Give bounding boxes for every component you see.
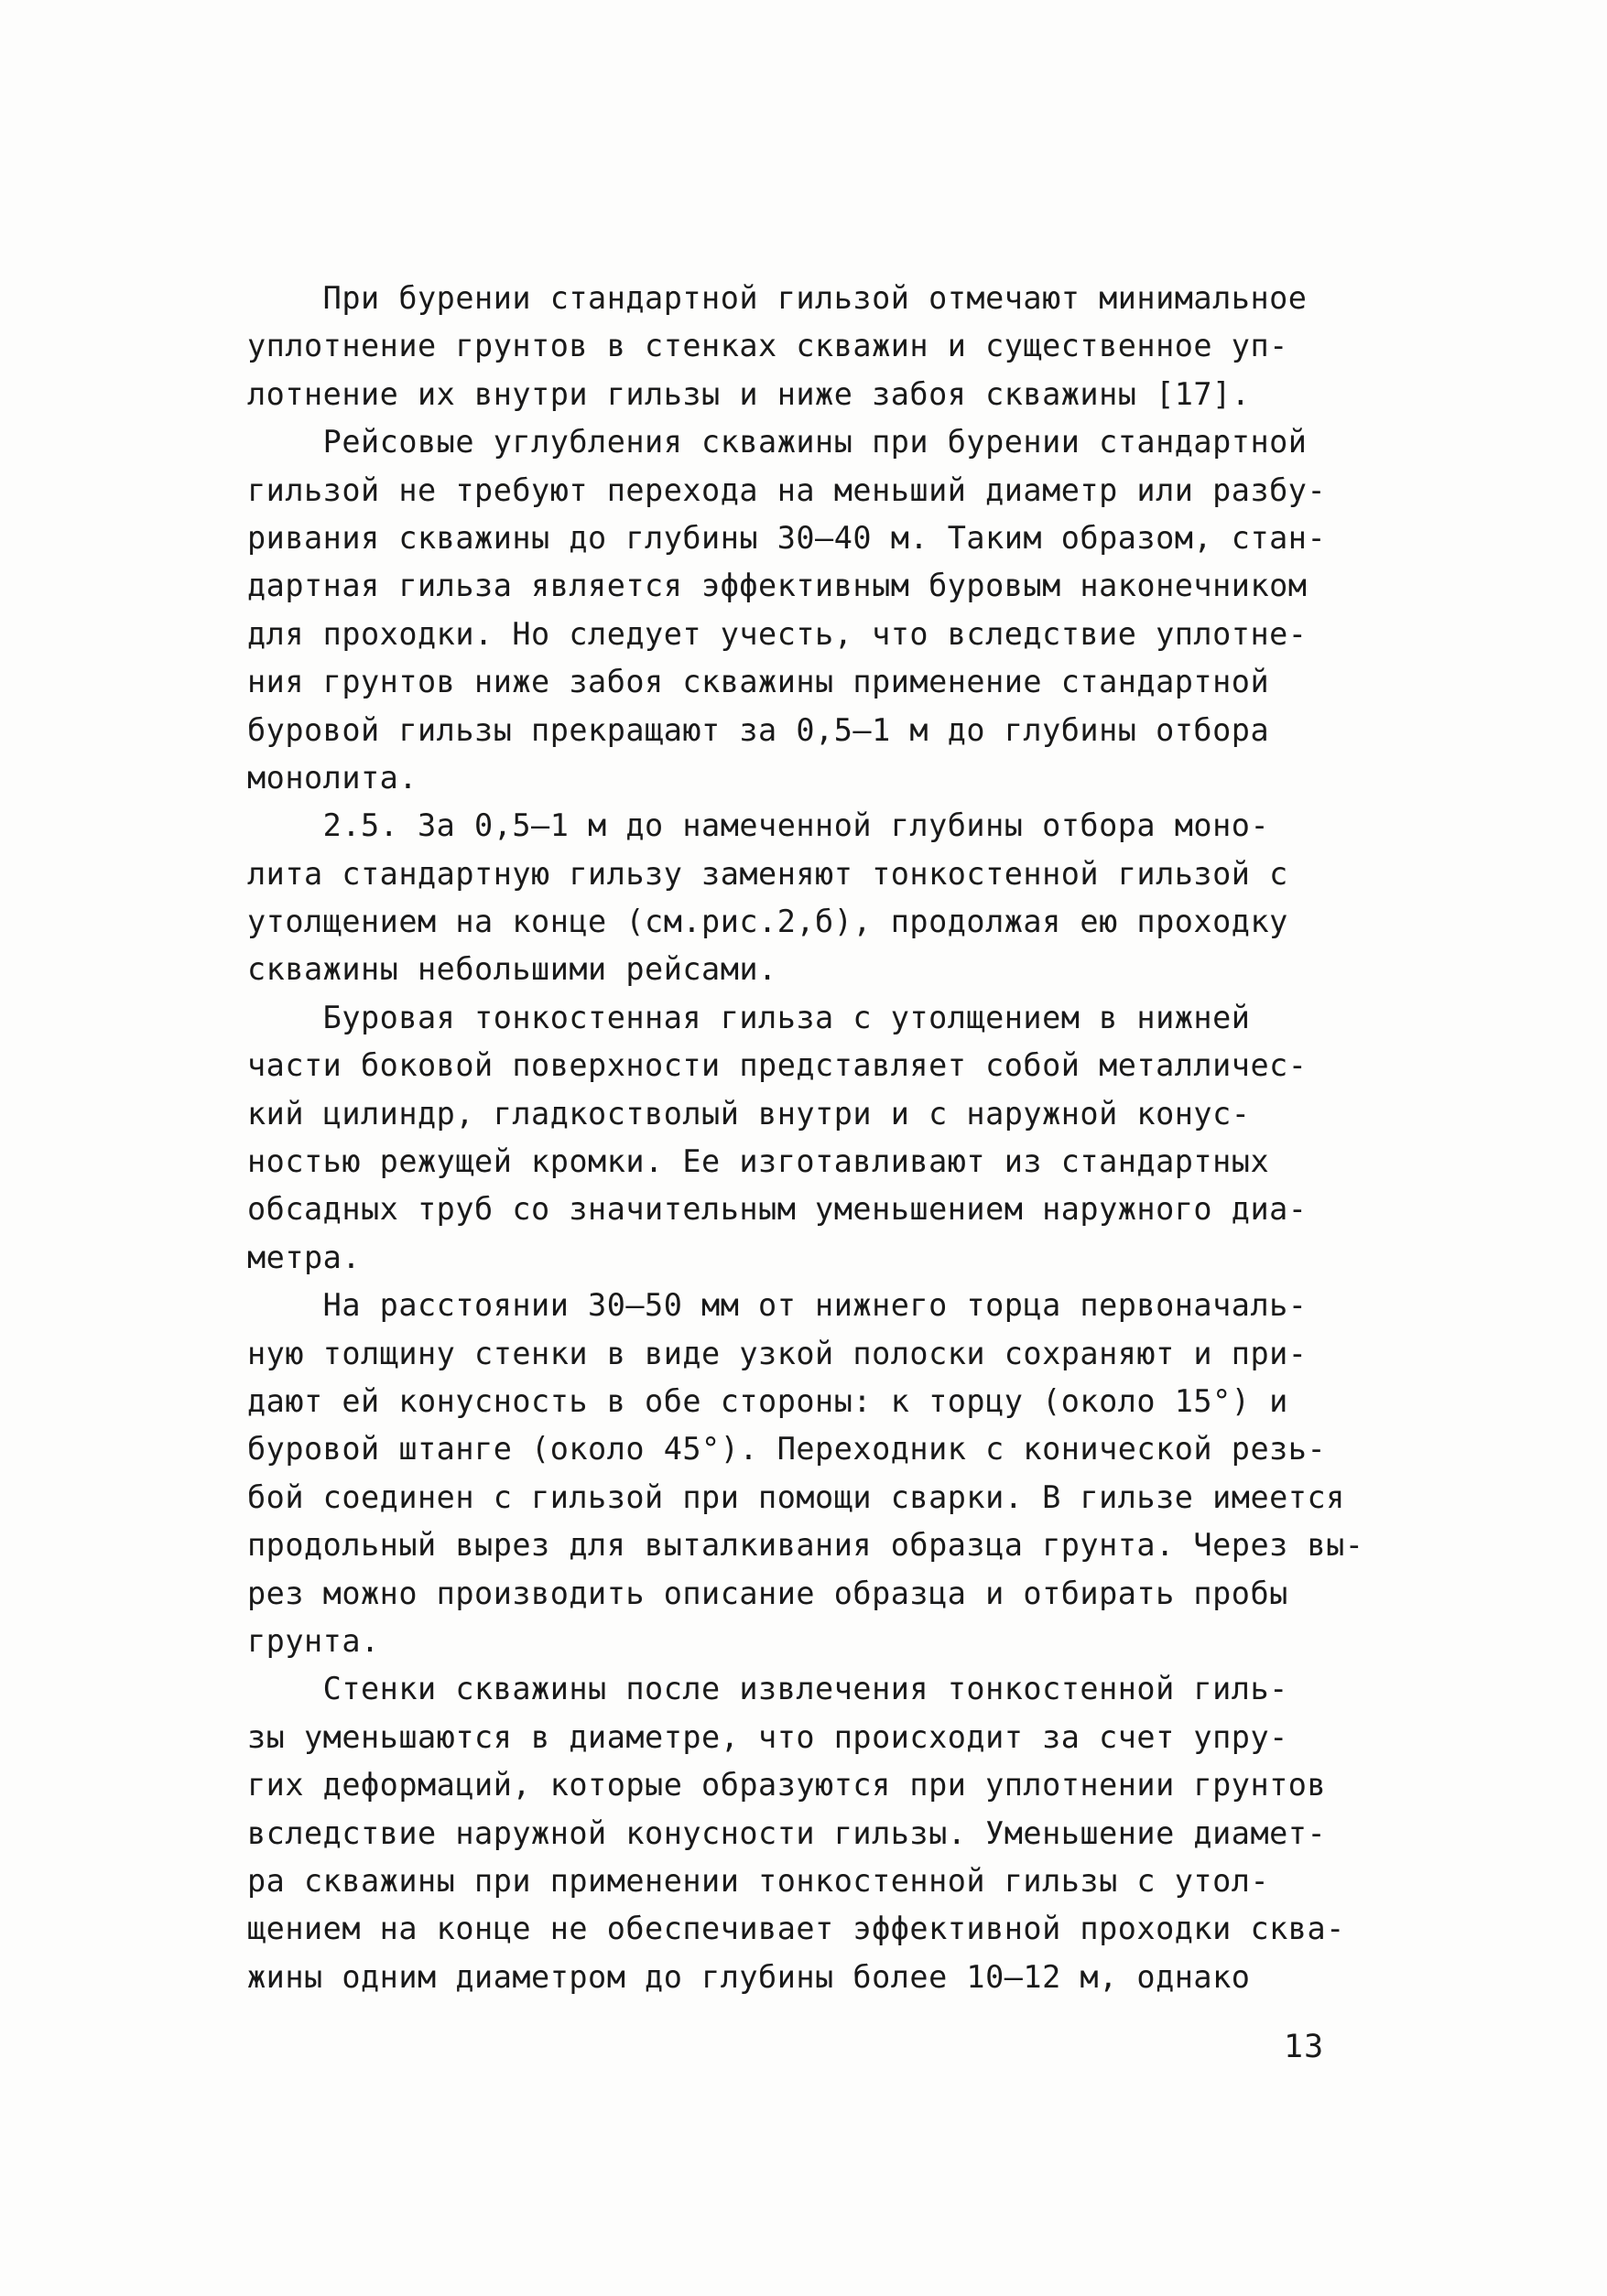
text-line: лита стандартную гильзу заменяют тонкостенной гильзой с (247, 855, 1288, 892)
text-line: бой соединен с гильзой при помощи сварки. В гильзе имеется (247, 1478, 1345, 1515)
text-line: 2.5. За 0,5–1 м до намеченной глубины отбора моно- (247, 807, 1270, 844)
text-line: Стенки скважины после извлечения тонкостенной гиль- (247, 1671, 1288, 1707)
text-line: При бурении стандартной гильзой отмечают минимальное (247, 280, 1308, 316)
text-line: буровой гильзы прекращают за 0,5–1 м до глубины отбора (247, 711, 1270, 748)
body-text (247, 275, 1401, 2001)
text-line: скважины небольшими рейсами. (247, 951, 777, 988)
text-line: кий цилиндр, гладкостволый внутри и с наружной конус- (247, 1095, 1251, 1132)
text-line: ностью режущей кромки. Ее изготавливают из стандартных (247, 1143, 1270, 1180)
text-line: ра скважины при применении тонкостенной гильзы с утол- (247, 1862, 1270, 1899)
text-line: для проходки. Но следует учесть, что вследствие уплотне- (247, 615, 1308, 652)
text-line: грунта. (247, 1622, 380, 1659)
text-line: жины одним диаметром до глубины более 10–12 м, однако (247, 1958, 1251, 1995)
text-line: ния грунтов ниже забоя скважины применение стандартной (247, 664, 1270, 700)
text-line: рез можно производить описание образца и отбирать пробы (247, 1575, 1288, 1611)
text-line: дают ей конусность в обе стороны: к торцу (около 15°) и (247, 1382, 1288, 1419)
text-line: ную толщину стенки в виде узкой полоски сохраняют и при- (247, 1335, 1308, 1371)
text-line: утолщением на конце (см.рис.2,б), продолжая ею проходку (247, 904, 1288, 940)
text-line: продольный вырез для выталкивания образца грунта. Через вы- (247, 1527, 1364, 1564)
text-line: уплотнение грунтов в стенках скважин и существенное уп- (247, 328, 1288, 364)
text-line: лотнение их внутри гильзы и ниже забоя скважины [17]. (247, 375, 1251, 412)
text-line: Рейсовые углубления скважины при бурении стандартной (247, 424, 1308, 460)
page-number: 13 (1284, 2029, 1325, 2065)
text-line: части боковой поверхности представляет собой металличес- (247, 1047, 1308, 1084)
text-line: буровой штанге (около 45°). Переходник с конической резь- (247, 1431, 1327, 1467)
text-line: зы уменьшаются в диаметре, что происходит за счет упру- (247, 1718, 1288, 1755)
text-line: дартная гильза является эффективным буровым наконечником (247, 568, 1308, 604)
text-line: гих деформаций, которые образуются при уплотнении грунтов (247, 1767, 1327, 1803)
text-line: На расстоянии 30–50 мм от нижнего торца первоначаль- (247, 1287, 1308, 1324)
text-line: монолита. (247, 759, 418, 796)
text-line: вследствие наружной конусности гильзы. Уменьшение диамет- (247, 1814, 1327, 1851)
text-line: метра. (247, 1239, 362, 1275)
text-line: Буровая тонкостенная гильза с утолщением в нижней (247, 999, 1251, 1035)
text-line: щением на конце не обеспечивает эффективной проходки сква- (247, 1911, 1345, 1947)
text-line: обсадных труб со значительным уменьшением наружного диа- (247, 1191, 1308, 1228)
text-line: гильзой не требуют перехода на меньший диаметр или разбу- (247, 471, 1327, 508)
text-line: ривания скважины до глубины 30–40 м. Таким образом, стан- (247, 519, 1327, 556)
